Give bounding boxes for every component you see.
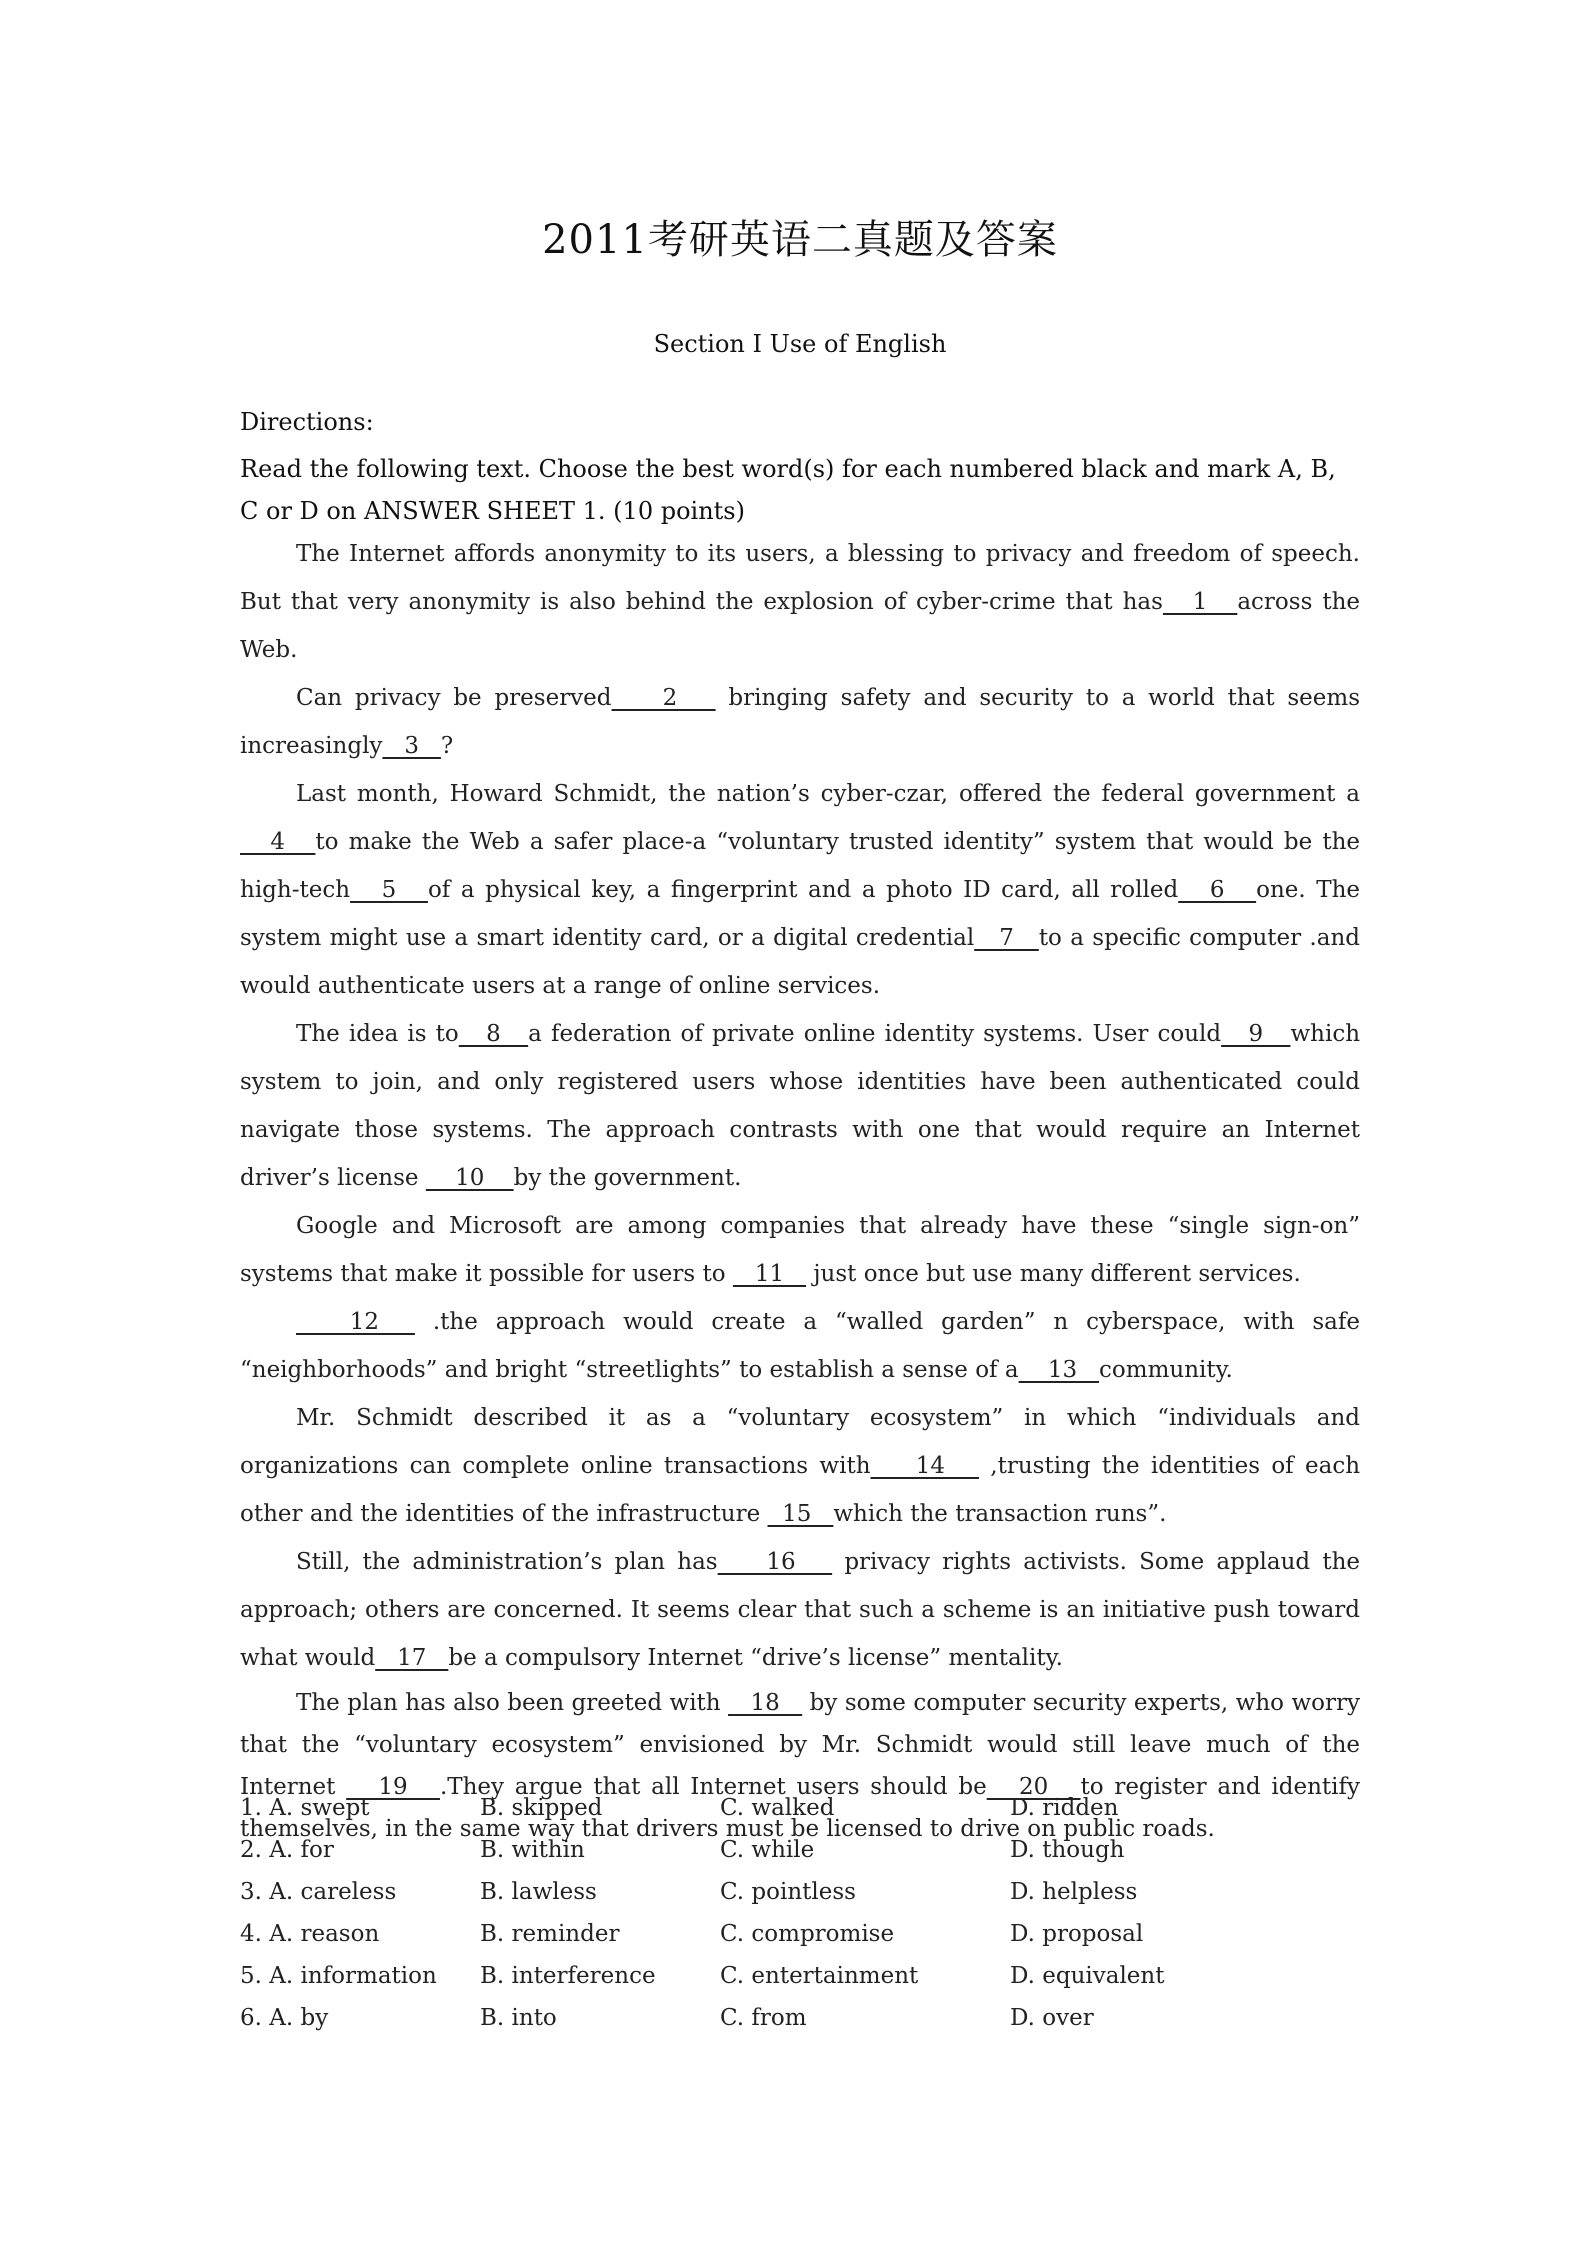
passage-text: community. [1099,1357,1233,1383]
passage-paragraph [240,1538,1360,1682]
passage-text: The idea is to [296,1021,459,1047]
answer-blank: 3 [382,733,441,759]
passage-text: just once but use many different services. [806,1261,1301,1287]
option-d: D. over [1010,2005,1094,2031]
passage-text: Google and Microsoft are among companies that already have these “single sign-on” systems that make it possible for users to [240,1213,1360,1287]
option-row [240,1955,1360,1997]
option-d: D. proposal [1010,1921,1144,1947]
directions-label: Directions: [240,408,374,436]
option-a: 5. A. information [240,1963,437,1989]
passage-text: The plan has also been greeted with [296,1690,729,1716]
passage-paragraph [240,770,1360,1010]
page-title: 2011考研英语二真题及答案 [542,217,1058,263]
option-b: B. reminder [480,1921,620,1947]
option-a: 3. A. careless [240,1879,397,1905]
passage-text: Last month, Howard Schmidt, the nation’s cyber-czar, offered the federal government a [296,781,1360,807]
option-d: D. helpless [1010,1879,1138,1905]
option-c: C. pointless [720,1879,856,1905]
passage-text: ,trusting the identities of each other and the identities of the infrastructure [240,1453,1361,1527]
section-heading: Section I Use of English [653,330,947,358]
option-b: B. into [480,2005,557,2031]
answer-blank: 4 [240,829,316,855]
passage-paragraph [240,1202,1360,1298]
option-row [240,1871,1360,1913]
passage-text: bringing safety and security to a world that seems increasingly [240,685,1360,759]
option-d: D. though [1010,1837,1125,1863]
passage-text: .They argue that all Internet users should be [439,1774,987,1800]
option-row [240,1787,1360,1829]
passage-text: be a compulsory Internet “drive’s license” mentality. [448,1645,1063,1671]
option-b: B. within [480,1837,585,1863]
answer-blank: 11 [732,1261,807,1287]
passage-text: to a specific computer .and would authenticate users at a range of online services. [240,925,1360,999]
option-d: D. ridden [1010,1795,1119,1821]
passage-paragraph [240,1010,1360,1202]
answer-blank: 8 [458,1021,529,1047]
passage-text: .the approach would create a “walled garden” n cyberspace, with safe “neighborhoods” and bright “streetlights” to establish a sense of a [240,1309,1360,1383]
option-c: C. compromise [720,1921,895,1947]
answer-blank: 19 [346,1774,440,1800]
option-c: C. from [720,2005,807,2031]
answer-blank: 10 [425,1165,514,1191]
passage-paragraph [240,674,1360,770]
option-c: C. walked [720,1795,835,1821]
answer-blank: 15 [767,1501,834,1527]
answer-blank: 13 [1018,1357,1100,1383]
answer-blank: 14 [870,1453,979,1479]
option-a: 6. A. by [240,2005,329,2031]
option-b: B. skipped [480,1795,603,1821]
passage-text: one. The system might use a smart identity card, or a digital credential [240,877,1361,951]
option-b: B. lawless [480,1879,597,1905]
answer-blank: 9 [1221,1021,1291,1047]
answer-options [240,1787,1360,2039]
option-c: C. entertainment [720,1963,919,1989]
passage-paragraph [240,1394,1360,1538]
option-row [240,1913,1360,1955]
passage-text: which the transaction runs”. [833,1501,1167,1527]
answer-blank: 7 [974,925,1039,951]
passage-text: Mr. Schmidt described it as a “voluntary ecosystem” in which “individuals and organizations can complete online transactions with [240,1405,1360,1479]
answer-blank: 2 [611,685,716,711]
answer-blank: 5 [350,877,428,903]
passage-text: privacy rights activists. Some applaud the approach; others are concerned. It seems clear that such a scheme is an initiative push toward what would [240,1549,1360,1671]
passage-text: to make the Web a safer place-a “voluntary trusted identity” system that would be the high-tech [240,829,1360,903]
passage-text: Can privacy be preserved [296,685,612,711]
passage-text: ? [440,733,454,759]
option-row [240,1829,1360,1871]
option-c: C. while [720,1837,815,1863]
option-d: D. equivalent [1010,1963,1165,1989]
answer-blank: 12 [296,1309,415,1335]
answer-blank: 16 [717,1549,833,1575]
passage-paragraph [240,530,1360,674]
option-a: 1. A. swept [240,1795,370,1821]
passage-text: Still, the administration’s plan has [296,1549,718,1575]
passage-text: which system to join, and only registered users whose identities have been authenticated could navigate those systems. The approach contrasts with one that would require an Internet driver’s license [240,1021,1361,1191]
passage-text: across the Web. [240,589,1360,663]
passage-text: to register and identify themselves, in the same way that drivers must be licensed to drive on public roads. [240,1774,1361,1842]
passage-text: by some computer security experts, who worry that the “voluntary ecosystem” envisioned by Mr. Schmidt would still leave much of the Internet [240,1690,1360,1800]
option-a: 2. A. for [240,1837,334,1863]
passage-text: The Internet affords anonymity to its users, a blessing to privacy and freedom of speech. But that very anonymity is also behind the explosion of cyber-crime that has [240,541,1360,615]
passage-paragraph [240,1298,1360,1394]
passage-text: of a physical key, a fingerprint and a photo ID card, all rolled [427,877,1179,903]
answer-blank: 20 [986,1774,1081,1800]
passage-text: a federation of private online identity systems. User could [528,1021,1222,1047]
answer-blank: 1 [1162,589,1238,615]
answer-blank: 18 [728,1690,803,1716]
directions-text: Read the following text. Choose the best word(s) for each numbered black and mark A, B, C or D on ANSWER SHEET 1. (10 points) [240,455,1336,525]
passage-text: by the government. [513,1165,742,1191]
option-b: B. interference [480,1963,656,1989]
option-a: 4. A. reason [240,1921,380,1947]
option-row [240,1997,1360,2039]
answer-blank: 17 [375,1645,449,1671]
cloze-passage [240,530,1360,1850]
answer-blank: 6 [1178,877,1257,903]
